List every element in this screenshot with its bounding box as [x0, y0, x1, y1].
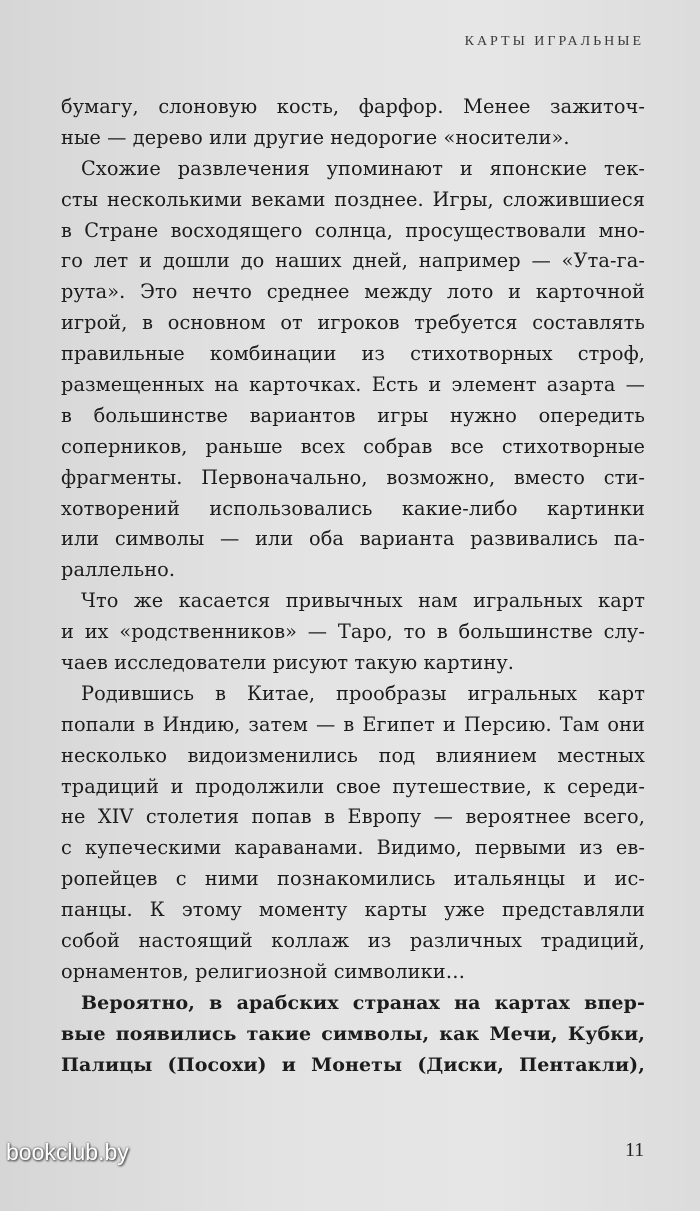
text-line: го лет и дошли до наших дней, например — «Ута-га-: [61, 249, 645, 273]
text-line: Палицы (Посохи) и Монеты (Диски, Пентакли),: [61, 1053, 645, 1076]
watermark: bookclub.by: [6, 1139, 129, 1165]
text-line: в большинстве вариантов игры нужно опередить: [61, 403, 645, 427]
text-line: с купеческими караванами. Видимо, первыми из ев-: [61, 836, 645, 860]
text-line: бумагу, слоновую кость, фарфор. Менее зажиточ-: [61, 95, 645, 118]
text-line: правильные комбинации из стихотворных строф,: [61, 342, 645, 366]
text-line: игрой, в основном от игроков требуется составлять: [61, 311, 645, 335]
text-line: попали в Индию, затем — в Египет и Персию. Там они: [61, 712, 645, 736]
text-line: раллельно.: [61, 558, 176, 582]
text-line: в Стране восходящего солнца, просуществовали мно-: [61, 218, 645, 242]
text-line: Схожие развлечения упоминают и японские тек-: [81, 156, 645, 180]
text-line: или символы — или оба варианта развивались па-: [61, 527, 645, 551]
text-line: хотворений использовались какие-либо картинки: [61, 496, 645, 520]
text-line: и их «родственников» — Таро, то в большинстве слу-: [61, 620, 645, 644]
text-line: ропейцев с ними познакомились итальянцы и ис-: [61, 867, 645, 891]
text-line: чаев исследователи рисуют такую картину.: [61, 651, 515, 675]
text-line: размещенных на карточках. Есть и элемент азарта —: [61, 373, 645, 397]
text-line: фрагменты. Первоначально, возможно, вместо сти-: [61, 465, 645, 489]
text-line: вые появились такие символы, как Мечи, Кубки,: [61, 1022, 645, 1045]
text-line: соперников, раньше всех собрав все стихотворные: [61, 434, 645, 458]
text-line: Что же касается привычных нам игральных карт: [81, 589, 645, 613]
text-line: Вероятно, в арабских странах на картах впер-: [81, 991, 645, 1014]
text-line: панцы. К этому моменту карты уже представляли: [61, 898, 645, 922]
page-number: 11: [625, 1139, 645, 1161]
running-title: КАРТЫ ИГРАЛЬНЫЕ: [464, 34, 644, 49]
text-line: не XIV столетия попав в Европу — вероятнее всего,: [61, 805, 645, 829]
text-line: несколько видоизменились под влиянием местных: [61, 743, 645, 767]
text-line: сты несколькими веками позднее. Игры, сложившиеся: [61, 187, 645, 211]
text-line: Родившись в Китае, прообразы игральных карт: [81, 681, 645, 705]
text-line: традиций и продолжили свое путешествие, к середи-: [61, 774, 645, 798]
page-body-text: [61, 92, 645, 1081]
text-line: рута». Это нечто среднее между лото и карточной: [61, 280, 645, 304]
text-line: собой настоящий коллаж из различных традиций,: [61, 929, 645, 953]
text-line: ные — дерево или другие недорогие «носители».: [61, 125, 570, 149]
text-line: орнаментов, религиозной символики…: [61, 959, 466, 983]
